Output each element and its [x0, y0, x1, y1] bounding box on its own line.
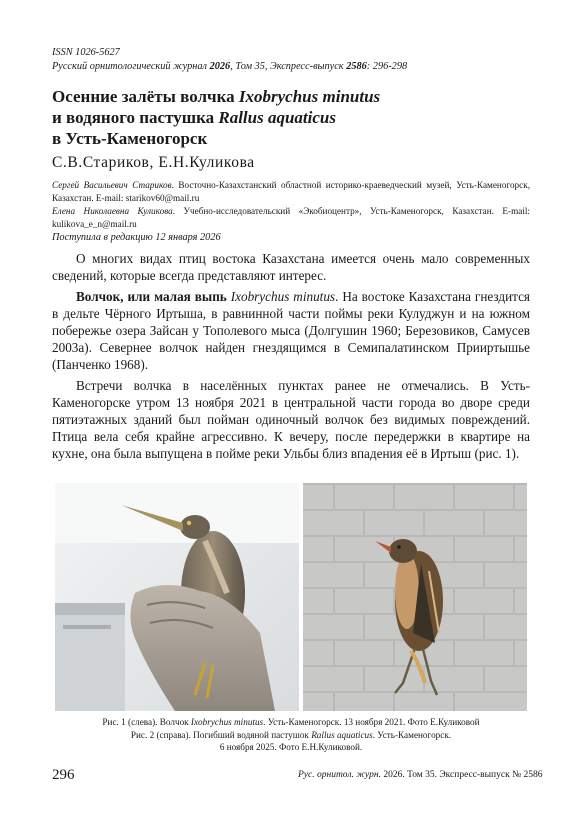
title-species-2: Rallus aquaticus	[218, 108, 336, 127]
journal-pages: : 296-298	[366, 61, 408, 72]
received-date: Поступила в редакцию 12 января 2026	[52, 232, 221, 243]
affiliation-2: Елена Николаевна Куликова. Учебно-исследовательский «Экобиоцентр», Усть-Каменогорск, Казахстан. E-mail: kulikova_e_n@mail.ru	[52, 206, 530, 229]
journal-citation	[52, 60, 532, 74]
authors: С.В.Стариков, Е.Н.Куликова	[52, 154, 255, 171]
caption-line-3: 6 ноября 2025. Фото Е.Н.Куликовой.	[219, 742, 363, 752]
heron-in-gloved-hand-photo	[55, 483, 299, 711]
article-body	[52, 250, 530, 466]
dead-rail-on-brick-wall-photo	[303, 483, 527, 711]
section-heading: Волчок, или малая выпь	[76, 289, 231, 304]
figure-caption	[52, 716, 530, 754]
journal-issue: 2586	[346, 61, 367, 72]
journal-volume: , Том 35, Экспресс-выпуск	[230, 61, 347, 72]
paragraph-intro: О многих видах птиц востока Казахстана имеется очень мало современных сведений, которые всегда представляют интерес.	[52, 251, 530, 283]
affiliations	[52, 179, 530, 231]
page-number: 296	[52, 767, 75, 783]
title-species-1: Ixobrychus minutus	[238, 87, 381, 106]
issn: ISSN 1026-5627	[52, 47, 120, 58]
paragraph-observation: Встречи волчка в населённых пунктах ранее не отмечались. В Усть-Каменогорске утром 13 ноября 2021 в центральной части города во дворе среди пятиэтажных зданий был пойман одиночный волчок без видимых повреждений. Птица вела себя крайне агрессивно. К вечеру, после передержки в квартире на кухне, она была выпущена в пойме реки Ульбы близ впадения её в Иртыш (рис. 1).	[52, 378, 530, 461]
affiliation-1: Сергей Васильевич Стариков. Восточно-Казахстанский областной историко-краеведческий музей, Усть-Каменогорск, Казахстан. E-mail: starikov60@mail.ru	[52, 180, 530, 203]
journal-header	[52, 46, 532, 74]
author-2-name: Елена Николаевна Куликова	[52, 206, 173, 216]
author-1-name: Сергей Васильевич Стариков	[52, 180, 172, 190]
footer-journal: Рус. орнитол. журн. 2026. Том 35. Экспресс-выпуск № 2586	[298, 770, 543, 780]
article-title: Осенние залёты волчка Ixobrychus minutus и водяного пастушка Rallus aquaticus в Усть-Каменогорск	[52, 87, 381, 148]
species-name: Ixobrychus minutus	[230, 289, 336, 304]
paragraph-ixobrychus: Волчок, или малая выпь Ixobrychus minutus. На востоке Казахстана гнездится в дельте Чёрного Иртыша, в равнинной части поймы реки Кулуджун и на южном побережье озера Зайсан у Тополевого мыса (Долгушин 1960; Березовиков, Самусев 2003а). Севернее волчок найден гнездящимся в Семипалатинском Прииртышье (Панченко 1968).	[52, 289, 530, 372]
caption-line-2: Рис. 2 (справа). Погибший водяной пастушок Rallus aquaticus. Усть-Каменогорск.	[130, 729, 452, 740]
caption-line-1: Рис. 1 (слева). Волчок Ixobrychus minutus. Усть-Каменогорск. 13 ноября 2021. Фото Е.Куликовой	[102, 717, 480, 727]
journal-year: 2026	[209, 61, 231, 72]
journal-name: Русский орнитологический журнал	[52, 61, 210, 72]
